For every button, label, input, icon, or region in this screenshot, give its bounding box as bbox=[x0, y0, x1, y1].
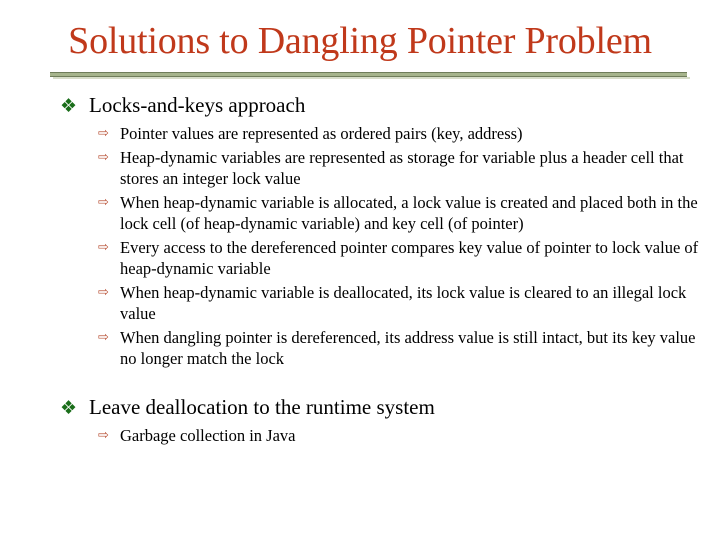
hollow-arrow-icon: ⇨ bbox=[98, 329, 109, 345]
hollow-arrow-icon: ⇨ bbox=[98, 126, 109, 141]
list-item bbox=[60, 192, 700, 235]
hollow-arrow-icon: ⇨ bbox=[98, 194, 109, 210]
section-heading: Leave deallocation to the runtime system bbox=[89, 394, 435, 419]
list-item-text: When heap-dynamic variable is deallocated, its lock value is cleared to an illegal lock value bbox=[120, 282, 687, 323]
list-item bbox=[60, 425, 700, 447]
section-runtime-deallocation bbox=[60, 394, 700, 421]
list-item-text: Every access to the dereferenced pointer compares key value of pointer to lock value of heap-dynamic variable bbox=[120, 237, 699, 278]
hollow-arrow-icon: ⇨ bbox=[98, 239, 109, 255]
title-divider-shadow bbox=[53, 77, 690, 79]
diamond-bullet-icon: ❖ bbox=[60, 95, 78, 117]
list-item bbox=[60, 123, 700, 145]
list-item-text: Garbage collection in Java bbox=[120, 425, 296, 445]
slide-body bbox=[60, 92, 700, 448]
hollow-arrow-icon: ⇨ bbox=[98, 284, 109, 300]
list-item bbox=[60, 282, 700, 325]
list-item bbox=[60, 237, 700, 280]
list-item bbox=[60, 147, 700, 190]
hollow-arrow-icon: ⇨ bbox=[98, 149, 109, 165]
runtime-deallocation-list bbox=[60, 425, 700, 447]
slide-title: Solutions to Dangling Pointer Problem bbox=[68, 20, 652, 62]
hollow-arrow-icon: ⇨ bbox=[98, 427, 109, 443]
list-item-text: Pointer values are represented as ordered pairs (key, address) bbox=[120, 124, 523, 143]
section-heading: Locks-and-keys approach bbox=[89, 93, 306, 117]
list-item-text: Heap-dynamic variables are represented as storage for variable plus a header cell that stores an integer lock value bbox=[120, 147, 684, 188]
list-item-text: When dangling pointer is dereferenced, its address value is still intact, but its key value no longer match the lock bbox=[120, 327, 696, 368]
section-locks-and-keys bbox=[60, 92, 700, 119]
list-item bbox=[60, 327, 700, 370]
locks-and-keys-list bbox=[60, 123, 700, 370]
diamond-bullet-icon: ❖ bbox=[60, 396, 78, 419]
list-item-text: When heap-dynamic variable is allocated, a lock value is created and placed both in the lock cell (of heap-dynamic variable) and key cell (of pointer) bbox=[120, 192, 698, 233]
